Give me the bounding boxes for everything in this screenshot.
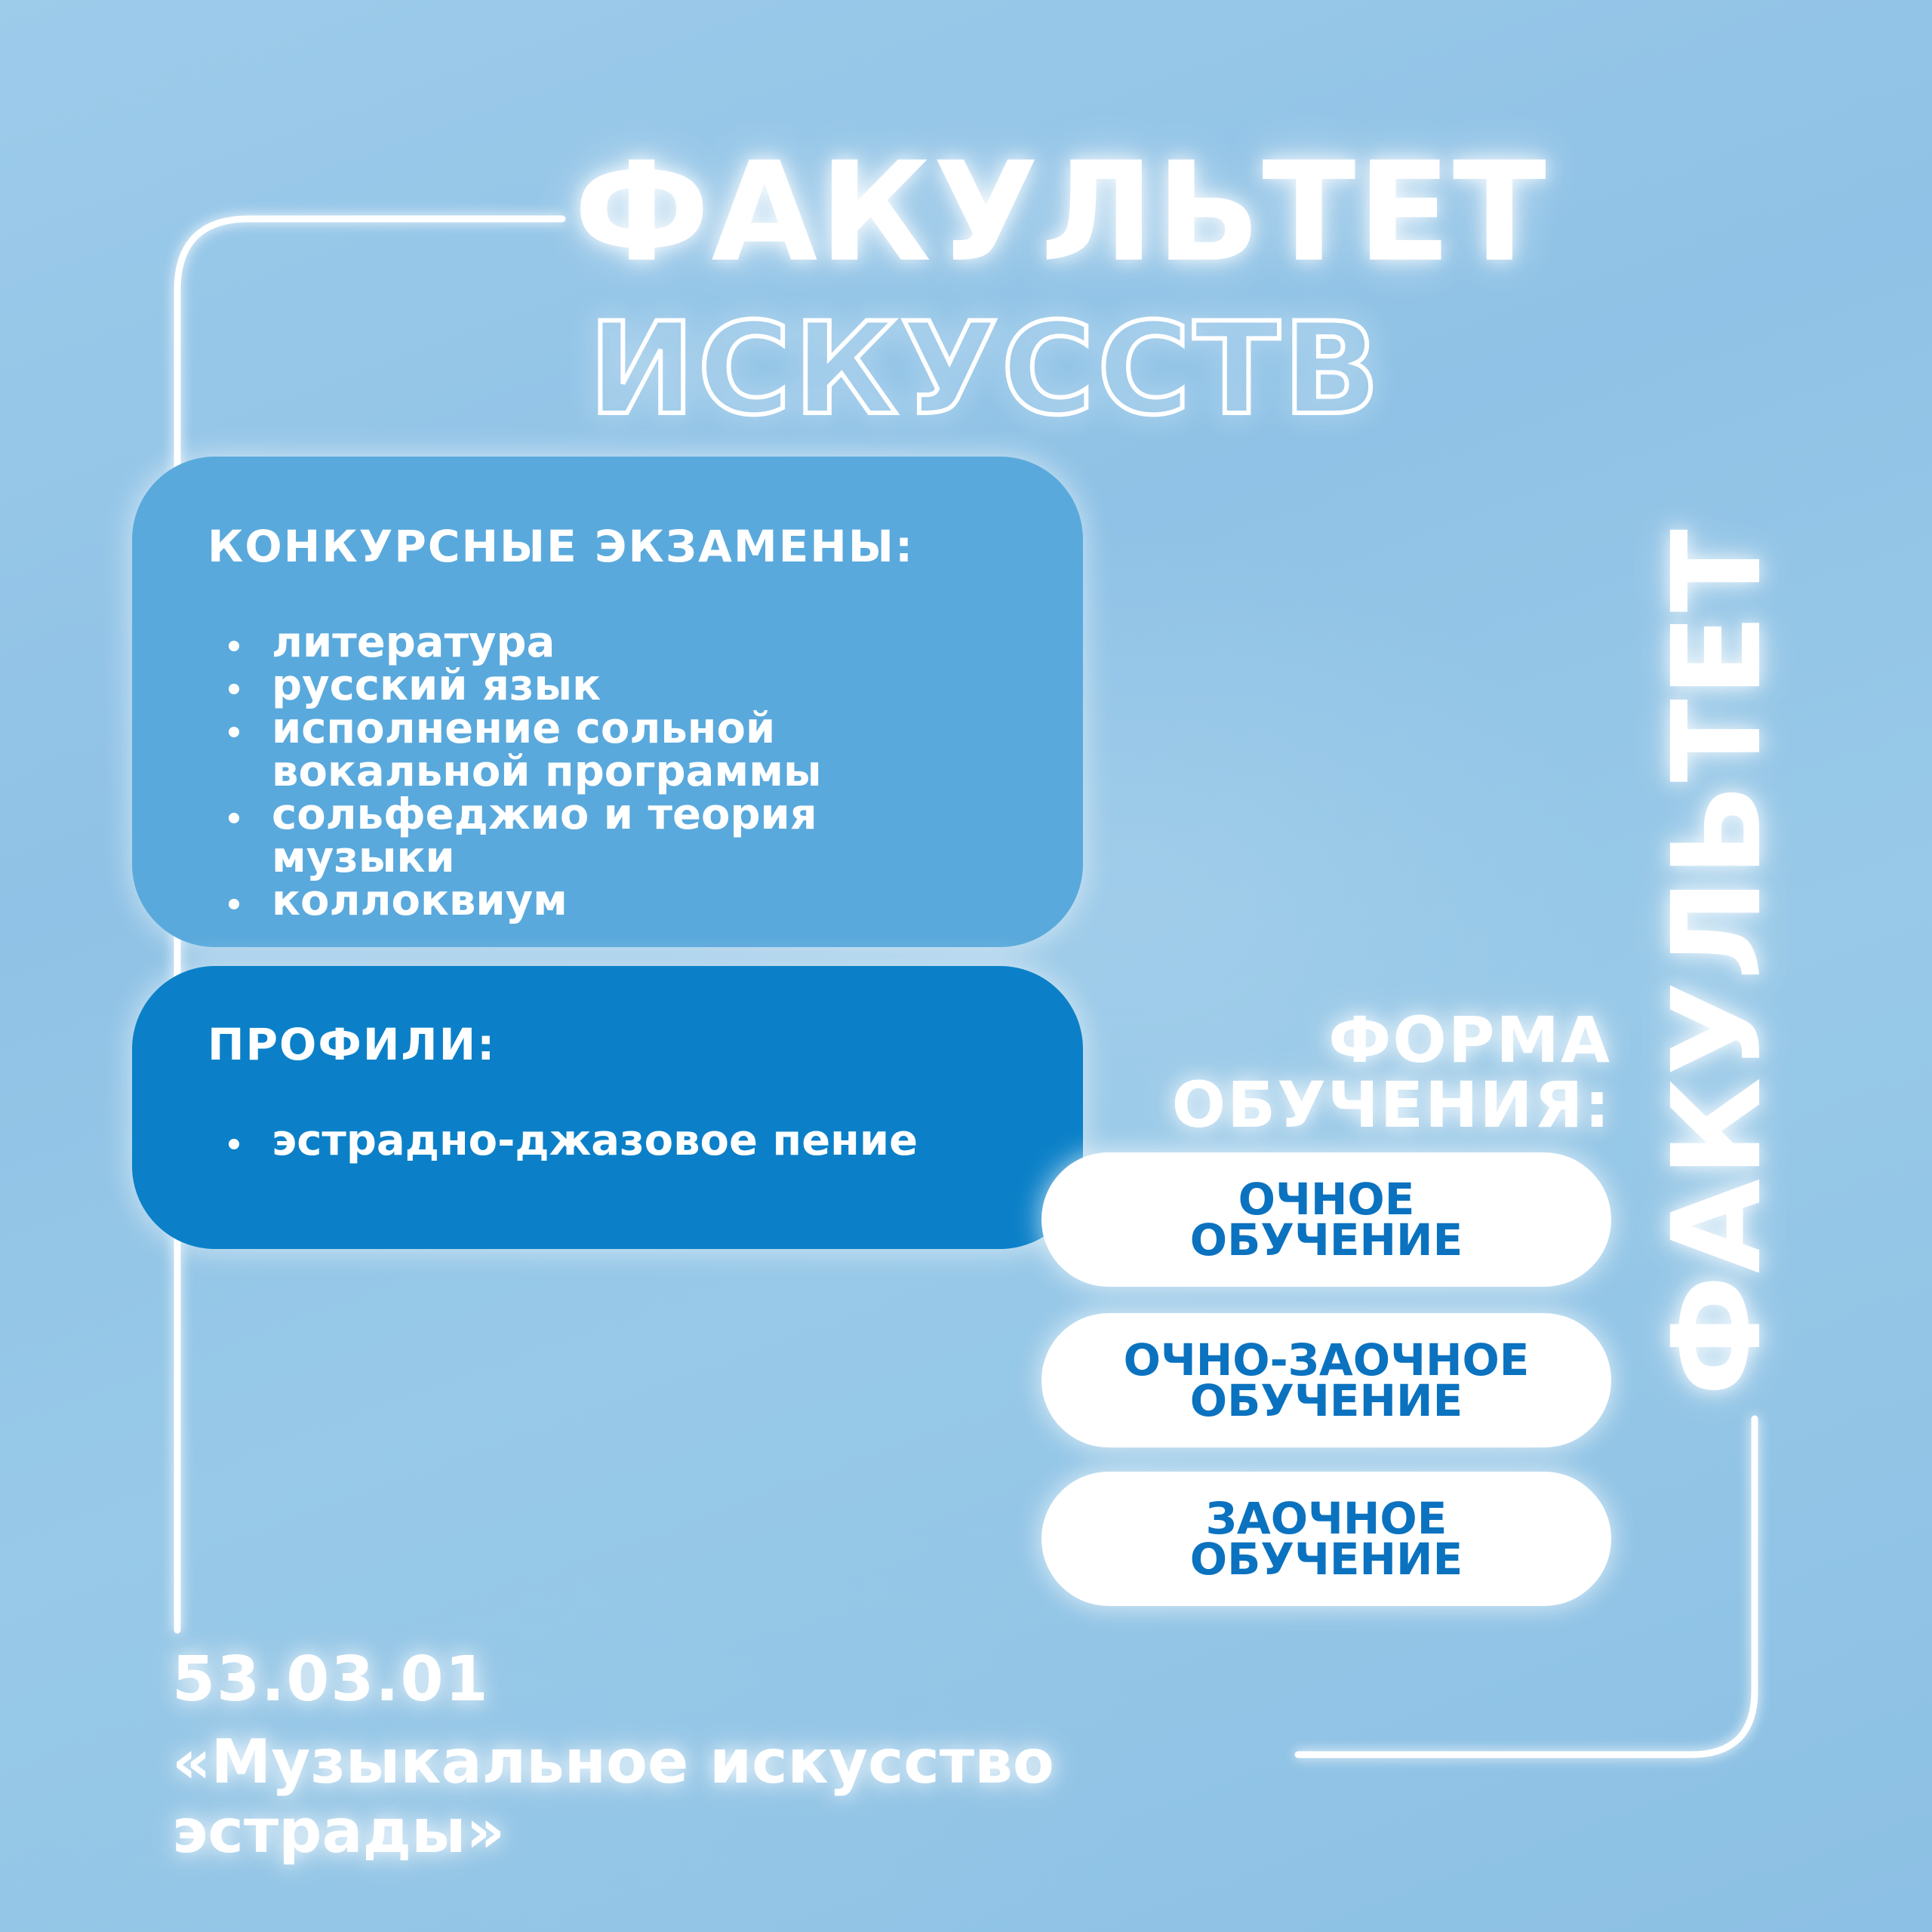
pill-line1: ОЧНО-ЗАОЧНОЕ (1123, 1334, 1530, 1386)
faculty-title-vertical: ФАКУЛЬТЕТ (1647, 527, 1789, 1396)
exams-list (208, 618, 1083, 925)
study-form-distance (1041, 1472, 1611, 1606)
program-code: 53.03.01 (172, 1644, 490, 1715)
study-form-part-time (1041, 1313, 1611, 1447)
list-item: русский язык (208, 664, 989, 707)
study-form-heading-line1: ФОРМА (1328, 1003, 1611, 1077)
list-item: эстрадно-джазовое пение (208, 1119, 989, 1162)
pill-line2: ОБУЧЕНИЕ (1189, 1375, 1463, 1426)
exams-card (132, 457, 1083, 947)
study-form-full-time (1041, 1152, 1611, 1287)
pill-line1: ОЧНОЕ (1238, 1174, 1415, 1225)
study-form-heading (1171, 1003, 1611, 1142)
list-item: сольфеджио и теория музыки (208, 793, 989, 879)
profiles-heading: ПРОФИЛИ: (208, 1019, 497, 1070)
pill-line1: ЗАОЧНОЕ (1205, 1493, 1447, 1544)
list-item: литература (208, 621, 989, 664)
program-name: «Музыкальное искусство эстрады» (172, 1727, 1054, 1866)
faculty-title-line2: ИСКУССТВ (589, 295, 1383, 443)
pill-line2: ОБУЧЕНИЕ (1189, 1214, 1463, 1266)
pill-line2: ОБУЧЕНИЕ (1189, 1534, 1463, 1585)
program-info (172, 1644, 1349, 1866)
list-item: исполнение сольной вокальной программы (208, 707, 989, 793)
list-item: коллоквиум (208, 879, 989, 922)
profiles-list (208, 1116, 1083, 1165)
exams-heading: КОНКУРСНЫЕ ЭКЗАМЕНЫ: (208, 521, 915, 572)
profiles-card (132, 966, 1083, 1249)
faculty-title-line1: ФАКУЛЬТЕТ (574, 132, 1548, 292)
study-form-heading-line2: ОБУЧЕНИЯ: (1171, 1068, 1611, 1142)
